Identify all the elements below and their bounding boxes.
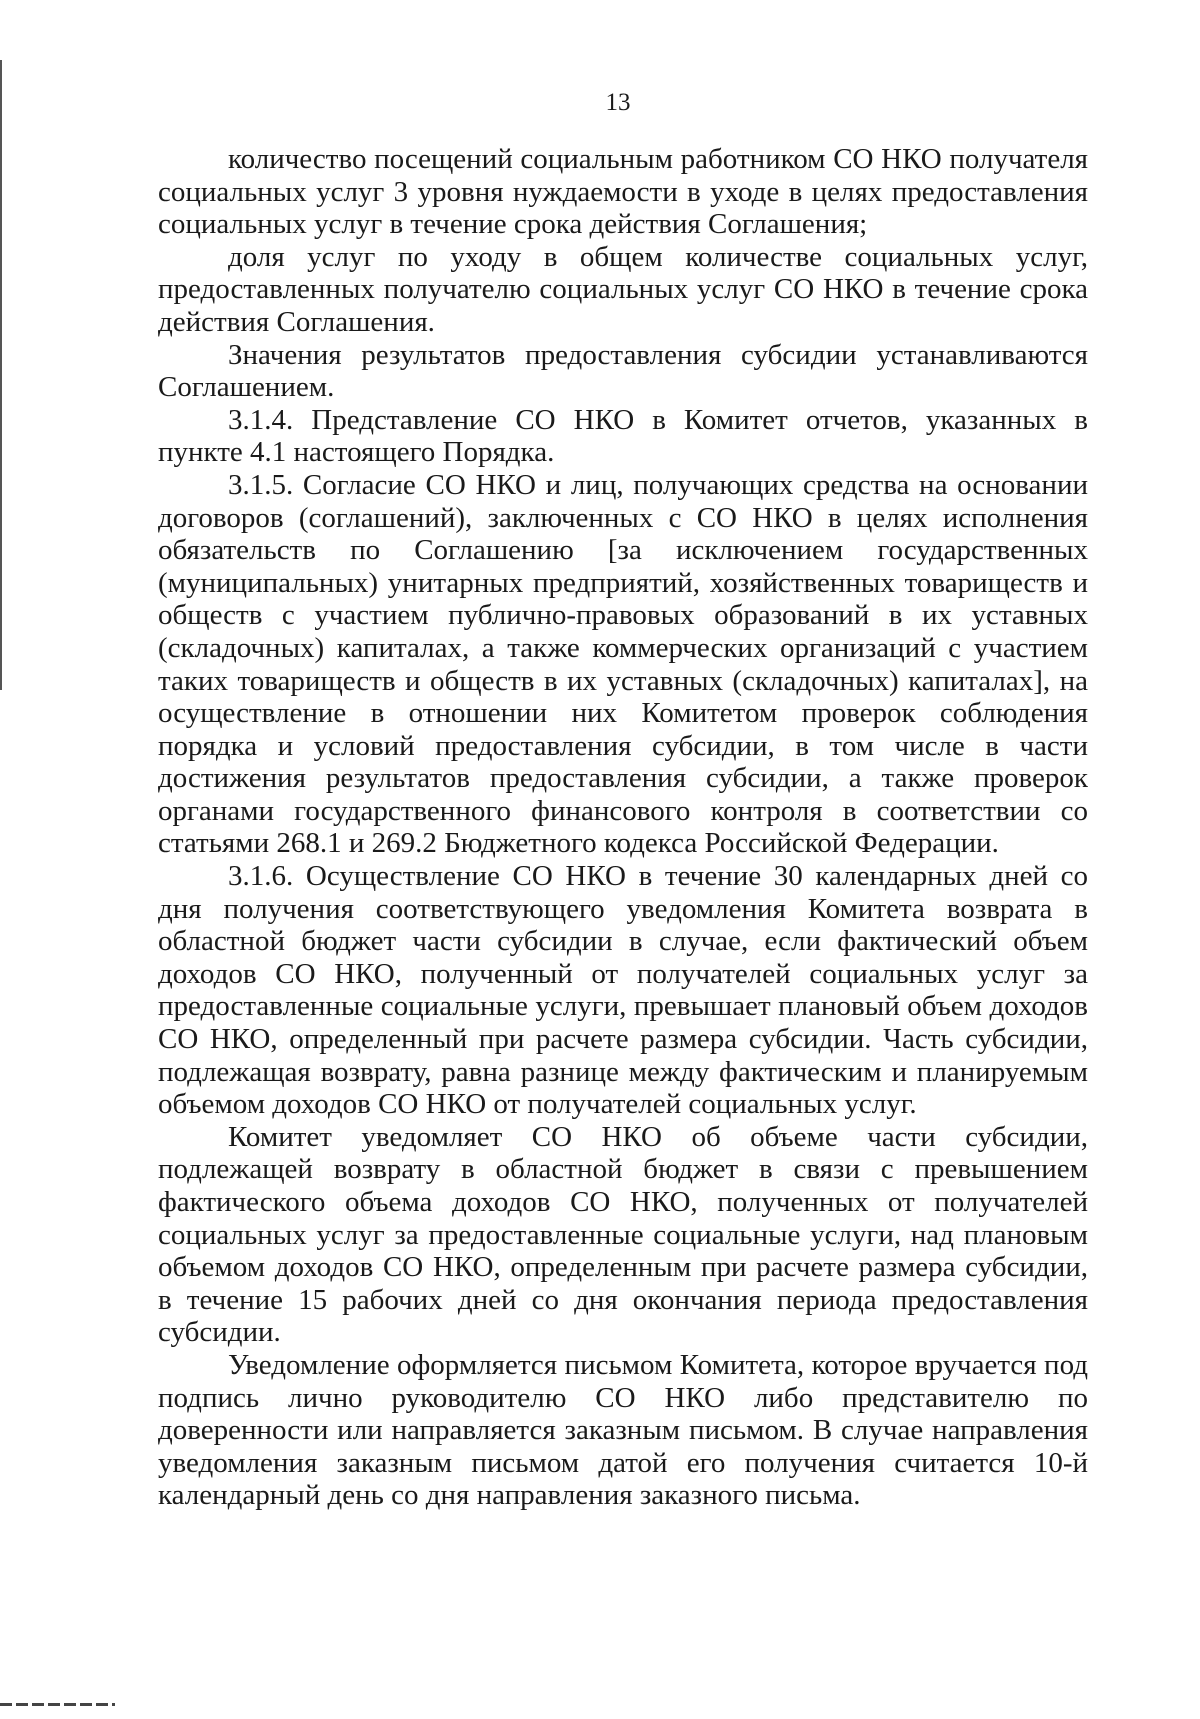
paragraph-notice-delivery: Уведомление оформляется письмом Комитета, которое вручается под подпись лично руководителю СО НКО либо представителю по доверенности или направляется заказным письмом. В случае направления уведомления заказным письмом датой его получения считается 10-й календарный день со дня направления заказного письма. bbox=[158, 1348, 1088, 1512]
paragraph-3-1-4: 3.1.4. Представление СО НКО в Комитет отчетов, указанных в пункте 4.1 настоящего Порядка. bbox=[158, 403, 1088, 469]
paragraph-committee-notice: Комитет уведомляет СО НКО об объеме части субсидии, подлежащей возврату в областной бюджет в связи с превышением фактического объема доходов СО НКО, полученных от получателей социальных услуг за предоставленные социальные услуги, над плановым объемом доходов СО НКО, определенным при расчете размера субсидии, в течение 15 рабочих дней со дня окончания периода предоставления субсидии. bbox=[158, 1120, 1088, 1349]
scan-edge-left bbox=[0, 60, 2, 690]
paragraph-visits-count: количество посещений социальным работником СО НКО получателя социальных услуг 3 уровня нуждаемости в уходе в целях предоставления социальных услуг в течение срока действия Соглашения; bbox=[158, 143, 1088, 241]
scan-edge-bottom bbox=[0, 1703, 115, 1706]
paragraph-care-share: доля услуг по уходу в общем количестве социальных услуг, предоставленных получателю социальных услуг СО НКО в течение срока действия Соглашения. bbox=[158, 240, 1088, 338]
paragraph-3-1-5: 3.1.5. Согласие СО НКО и лиц, получающих средства на основании договоров (соглашений), заключенных с СО НКО в целях исполнения обязательств по Соглашению [за исключением государственных (муниципальных) унитарных предприятий, хозяйственных товариществ и обществ с участием публично-правовых образований в их уставных (складочных) капиталах, а также коммерческих организаций с участием таких товариществ и обществ в их уставных (складочных) капиталах], на осуществление в отношении них Комитетом проверок соблюдения порядка и условий предоставления субсидии, в том числе в части достижения результатов предоставления субсидии, а также проверок органами государственного финансового контроля в соответствии со статьями 268.1 и 269.2 Бюджетного кодекса Российской Федерации. bbox=[158, 468, 1088, 860]
document-body bbox=[158, 143, 1088, 1512]
page-number: 13 bbox=[605, 89, 631, 116]
paragraph-3-1-6: 3.1.6. Осуществление СО НКО в течение 30 календарных дней со дня получения соответствующего уведомления Комитета возврата в областной бюджет части субсидии в случае, если фактический объем доходов СО НКО, полученный от получателей социальных услуг за предоставленные социальные услуги, превышает плановый объем доходов СО НКО, определенный при расчете размера субсидии. Часть субсидии, подлежащая возврату, равна разнице между фактическим и планируемым объемом доходов СО НКО от получателей социальных услуг. bbox=[158, 860, 1088, 1121]
paragraph-result-values: Значения результатов предоставления субсидии устанавливаются Соглашением. bbox=[158, 338, 1088, 404]
